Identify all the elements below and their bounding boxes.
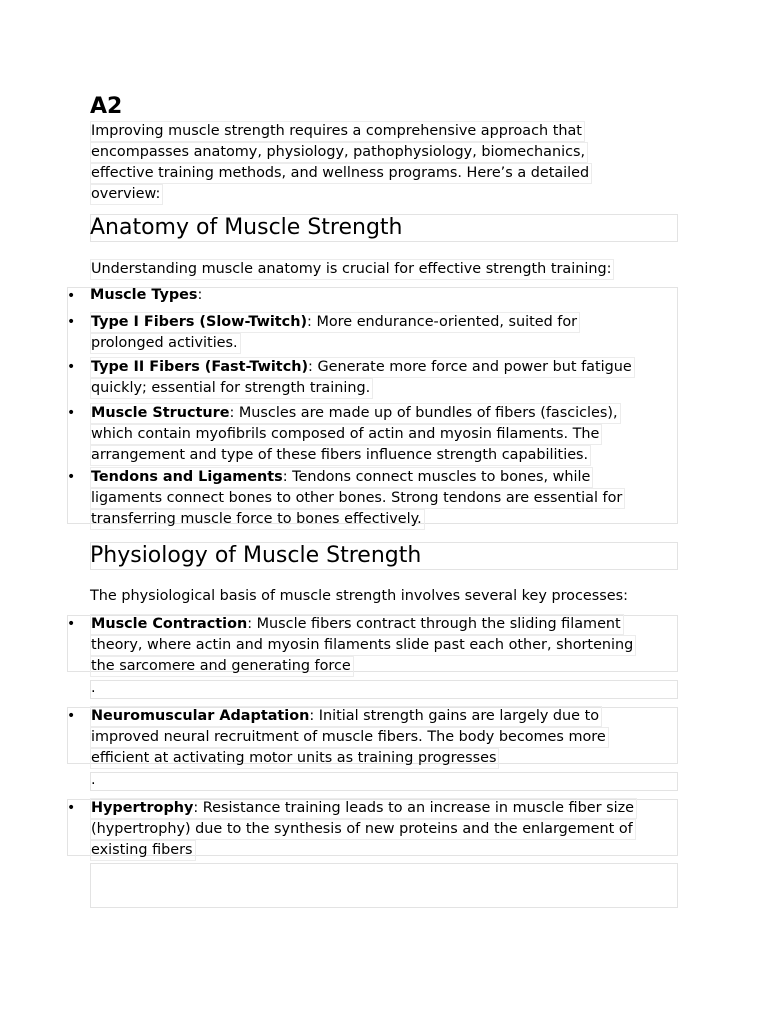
list-item [90,357,670,399]
section-lead-anatomy [90,259,614,280]
item-term: Neuromuscular Adaptation [91,708,310,724]
bullet: • [67,405,76,421]
bullet: • [67,469,76,485]
section-heading-physiology: Physiology of Muscle Strength [90,543,422,568]
bullet: • [67,708,76,724]
item-text: existing fibers [90,840,196,861]
bullet: • [67,800,76,816]
empty-text-box [90,863,678,908]
item-text: : More endurance-oriented, suited for [307,314,578,330]
list-item [90,614,670,677]
item-text: theory, where actin and myosin filaments slide past each other, shortening [90,635,636,656]
section-lead-physiology [90,587,628,606]
item-text: the sarcomere and generating force [90,656,354,677]
intro-line: encompasses anatomy, physiology, pathophysiology, biomechanics, [90,142,588,163]
lead-text: Understanding muscle anatomy is crucial for effective strength training: [90,259,614,280]
list-item [90,312,670,354]
item-text: : Tendons connect muscles to bones, while [282,469,591,485]
item-text: efficient at activating motor units as training progresses [90,748,499,769]
bullet: • [67,359,76,375]
separator-dot: . [91,680,96,696]
item-term: Type II Fibers (Fast-Twitch) [91,359,309,375]
item-term: Muscle Structure [91,405,230,421]
separator-box [90,680,678,699]
list-item [90,706,670,769]
intro-paragraph [90,121,630,205]
list-item [90,286,670,305]
item-text: : Resistance training leads to an increase in muscle fiber size [193,800,634,816]
section-heading-anatomy: Anatomy of Muscle Strength [90,215,403,240]
intro-line: effective training methods, and wellness programs. Here’s a detailed [90,163,592,184]
item-text: arrangement and type of these fibers influence strength capabilities. [90,445,591,466]
item-term: Hypertrophy [91,800,194,816]
item-term: Type I Fibers (Slow-Twitch) [91,314,308,330]
item-text: : Initial strength gains are largely due to [309,708,600,724]
item-text: ligaments connect bones to other bones. Strong tendons are essential for [90,488,625,509]
item-text: prolonged activities. [90,333,241,354]
item-text: : Muscle fibers contract through the sliding filament [247,616,621,632]
bullet: • [67,288,76,304]
intro-line: Improving muscle strength requires a comprehensive approach that [90,121,585,142]
item-text: : Muscles are made up of bundles of fibers (fascicles), [229,405,618,421]
page-title: A2 [90,94,123,119]
bullet: • [67,314,76,330]
item-term: Muscle Contraction [91,616,248,632]
item-text: : Generate more force and power but fatigue [308,359,632,375]
item-text: : [197,287,203,303]
separator-box [90,772,678,791]
list-item [90,798,670,861]
lead-text: The physiological basis of muscle strength involves several key processes: [90,588,628,604]
list-item [90,403,670,466]
separator-dot: . [91,772,96,788]
list-item [90,467,670,530]
item-term: Muscle Types [90,287,198,303]
item-text: (hypertrophy) due to the synthesis of new proteins and the enlargement of [90,819,636,840]
item-term: Tendons and Ligaments [91,469,283,485]
item-text: transferring muscle force to bones effectively. [90,509,425,530]
bullet: • [67,616,76,632]
item-text: which contain myofibrils composed of actin and myosin filaments. The [90,424,602,445]
intro-line: overview: [90,184,163,205]
item-text: quickly; essential for strength training. [90,378,373,399]
item-text: improved neural recruitment of muscle fibers. The body becomes more [90,727,609,748]
